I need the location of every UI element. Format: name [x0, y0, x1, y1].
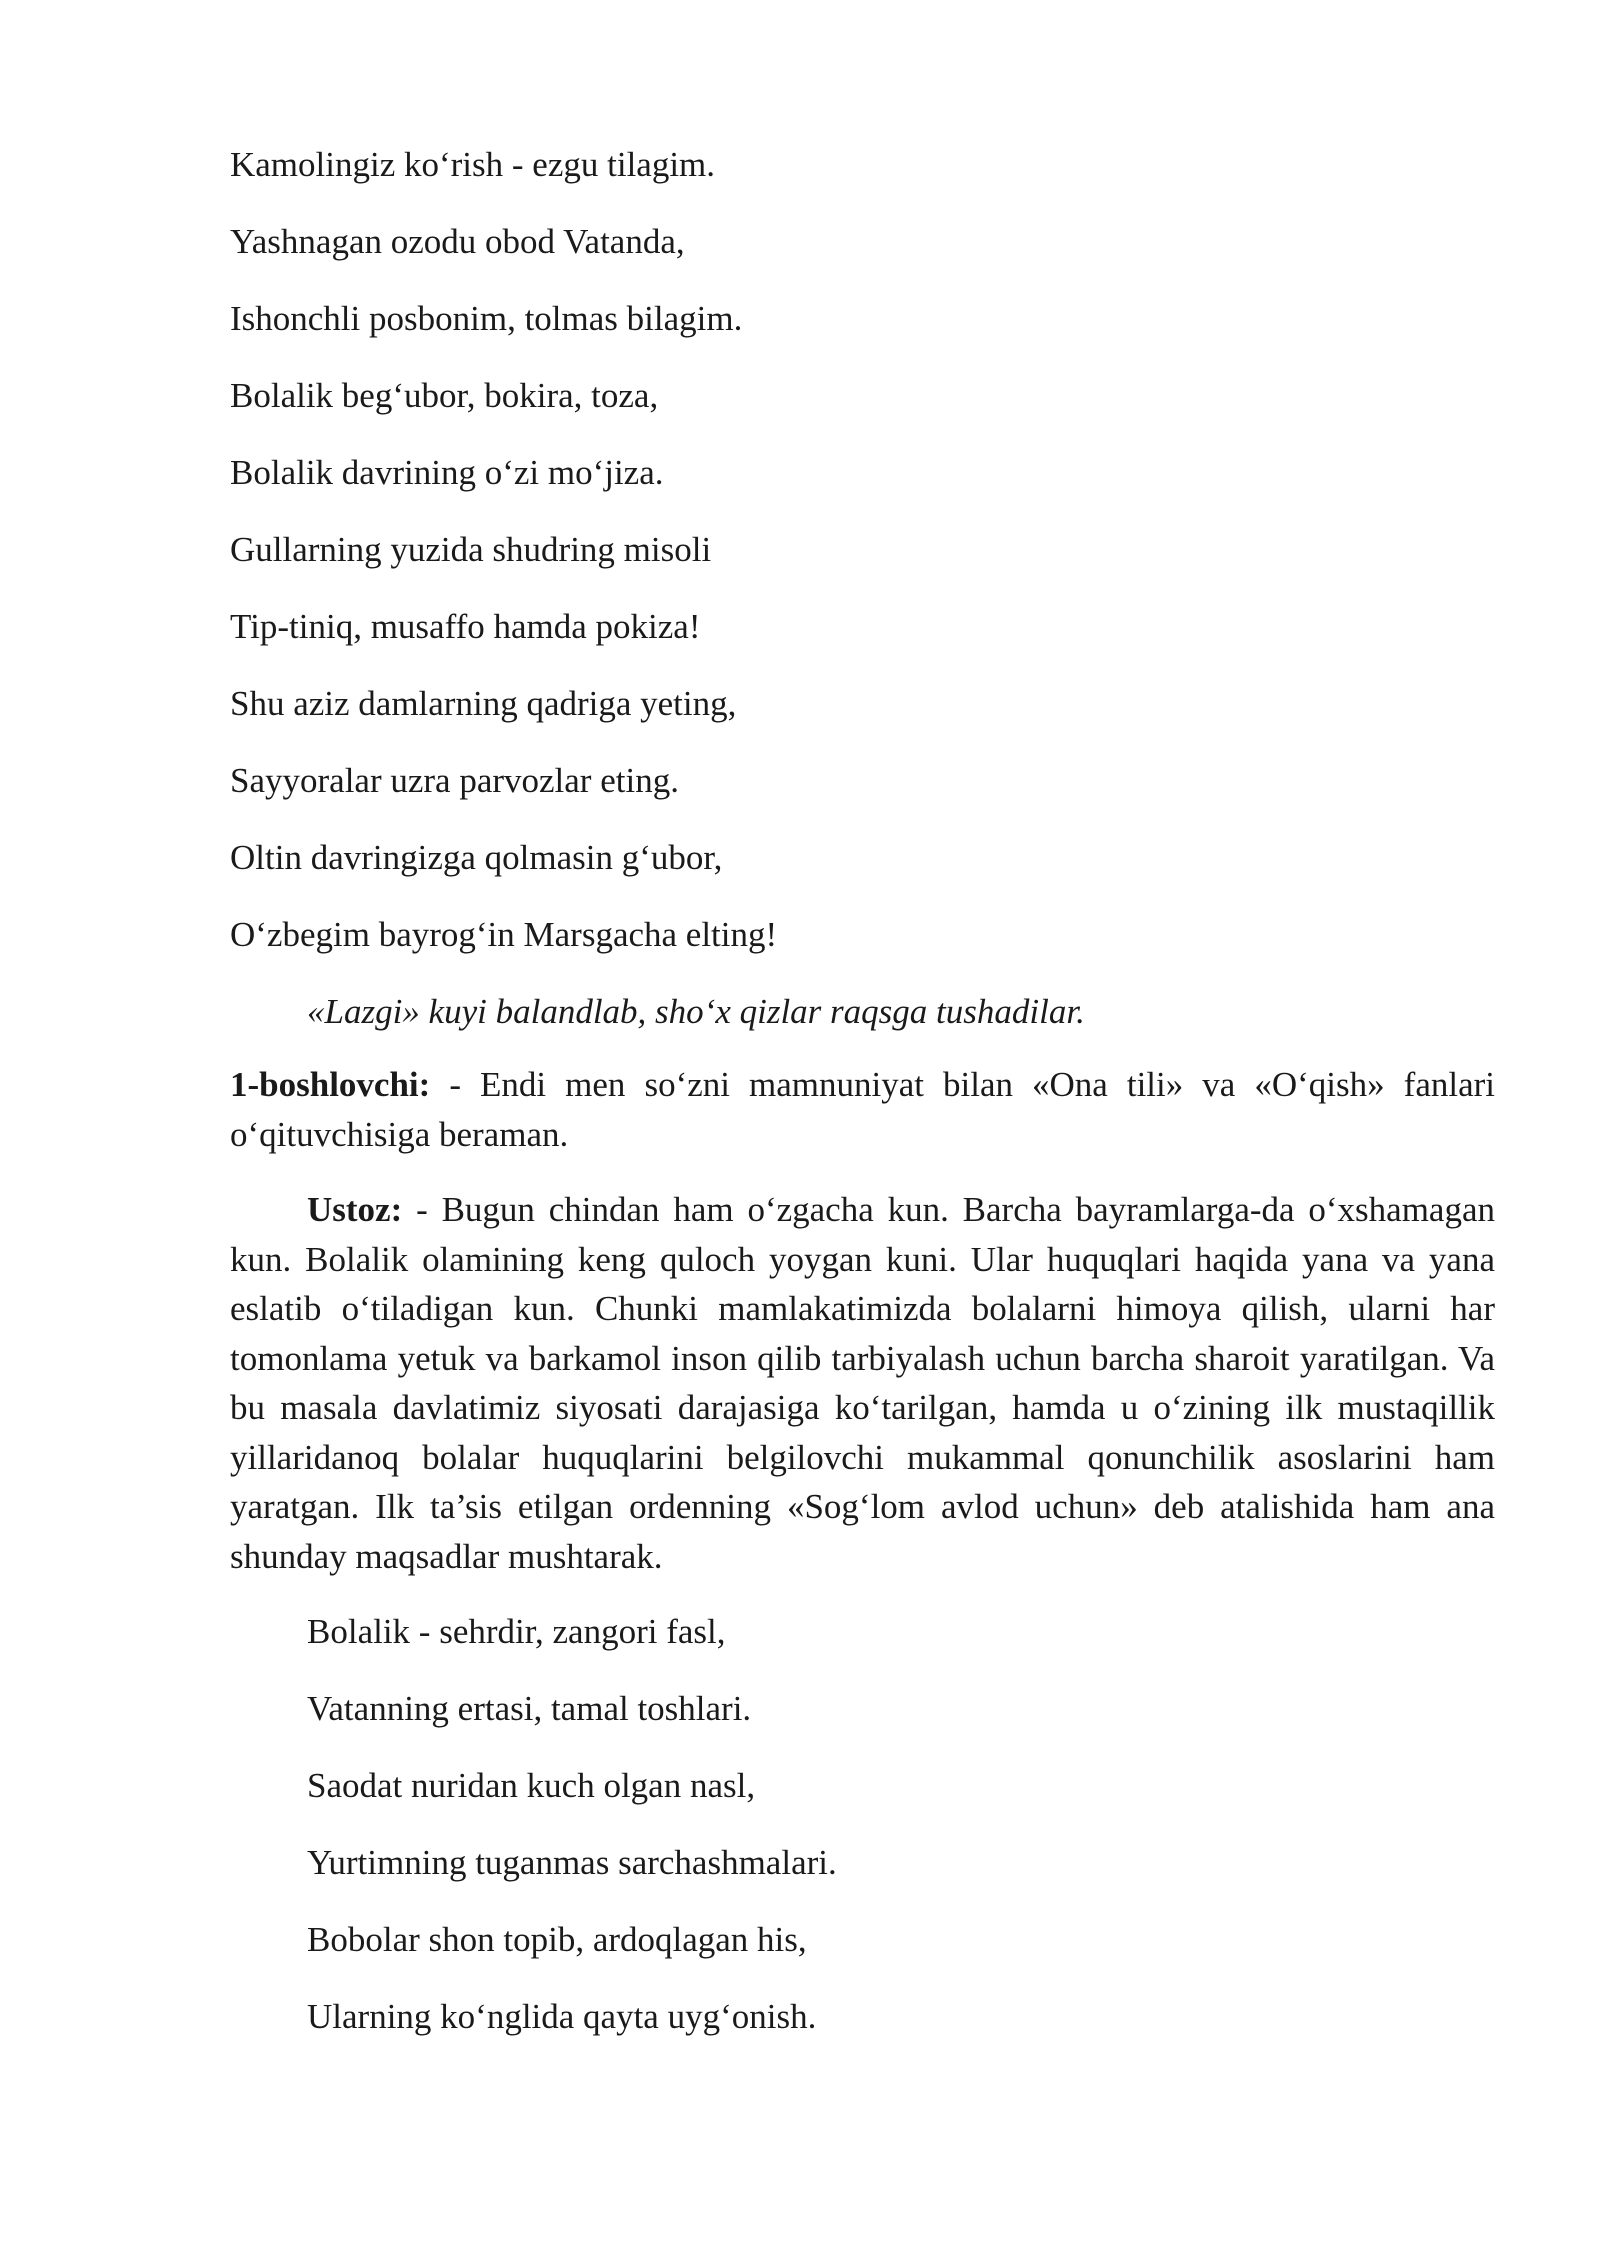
speaker-label: Ustoz:	[307, 1190, 403, 1229]
poem-line: Yurtimning tuganmas sarchashmalari.	[307, 1843, 837, 1882]
poem-line: Gullarning yuzida shudring misoli	[230, 530, 712, 569]
speech-1-boshlovchi	[230, 1060, 1495, 1159]
poem-line: Oltin davringizga qolmasin g‘ubor,	[230, 838, 723, 877]
poem-line: O‘zbegim bayrog‘in Marsgacha elting!	[230, 915, 778, 954]
poem-line: Bolalik - sehrdir, zangori fasl,	[307, 1612, 726, 1651]
poem-line: Ishonchli posbonim, tolmas bilagim.	[230, 299, 743, 338]
poem-line: Bolalik davrining o‘zi mo‘jiza.	[230, 453, 664, 492]
poem-line: Yashnagan ozodu obod Vatanda,	[230, 222, 685, 261]
document-page	[230, 140, 1495, 2069]
poem-line: Shu aziz damlarning qadriga yeting,	[230, 684, 737, 723]
poem-line: Sayyoralar uzra parvozlar eting.	[230, 761, 679, 800]
speech-text: - Bugun chindan ham o‘zgacha kun. Barcha bayramlarga-da o‘xshamagan kun. Bolalik olamining keng quloch yoygan kuni. Ular huquqlari haqida yana va yana eslatib o‘tiladigan kun. Chunki mamlakatimizda bolalarni himoya qilish, ularni har tomonlama yetuk va barkamol inson qilib tarbiyalash uchun barcha sharoit yaratilgan. Va bu masala davlatimiz siyosati darajasiga ko‘tarilgan, hamda u o‘zining ilk mustaqillik yillaridanoq bolalar huquqlarini belgilovchi mukammal qonunchilik asoslarini ham yaratgan. Ilk ta’sis etilgan ordenning «Sog‘lom avlod uchun» deb atalishida ham ana shunday maqsadlar mushtarak.	[230, 1190, 1495, 1576]
poem-line: Kamolingiz ko‘rish - ezgu tilagim.	[230, 145, 716, 184]
speaker-label: 1-boshlovchi:	[230, 1065, 431, 1104]
poem-stanza-1	[230, 140, 1495, 959]
stage-direction: «Lazgi» kuyi balandlab, sho‘x qizlar raqsga tushadilar.	[307, 992, 1085, 1031]
poem-line: Bobolar shon topib, ardoqlagan his,	[307, 1920, 807, 1959]
poem-line: Ularning ko‘nglida qayta uyg‘onish.	[307, 1997, 817, 2036]
speech-text: - Endi men so‘zni mamnuniyat bilan «Ona tili» va «O‘qish» fanlari o‘qituvchisiga beraman.	[230, 1065, 1495, 1154]
poem-line: Vatanning ertasi, tamal toshlari.	[307, 1689, 752, 1728]
poem-line: Saodat nuridan kuch olgan nasl,	[307, 1766, 756, 1805]
speech-ustoz	[230, 1185, 1495, 1581]
poem-line: Tip-tiniq, musaffo hamda pokiza!	[230, 607, 701, 646]
poem-line: Bolalik beg‘ubor, bokira, toza,	[230, 376, 659, 415]
poem-stanza-2	[230, 1607, 1495, 2041]
